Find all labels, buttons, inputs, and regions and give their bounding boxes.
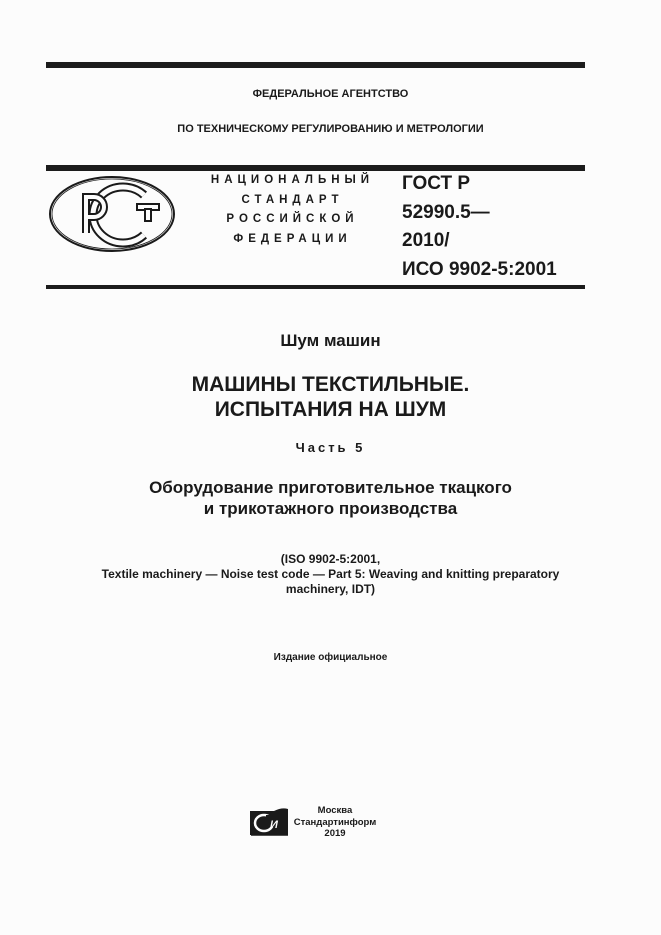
part-number: Часть 5 xyxy=(295,440,366,455)
series-title: Шум машин xyxy=(280,331,381,350)
main-title xyxy=(0,372,661,422)
national-line-4: ФЕДЕРАЦИИ xyxy=(233,232,352,245)
national-line-2: СТАНДАРТ xyxy=(241,193,344,206)
national-line-1: НАЦИОНАЛЬНЫЙ xyxy=(210,174,375,186)
publisher-info xyxy=(290,805,380,840)
designation-line-1: ГОСТ Р xyxy=(402,173,471,194)
designation-line-3: 2010/ xyxy=(402,230,450,251)
agency-line-1: ФЕДЕРАЛЬНОЕ АГЕНТСТВО xyxy=(252,88,409,100)
iso-reference xyxy=(0,552,661,597)
publisher-name: Стандартинформ xyxy=(293,816,377,828)
top-rule xyxy=(46,62,585,68)
publisher-city: Москва xyxy=(317,805,353,816)
national-line-3: РОССИЙСКОЙ xyxy=(226,213,359,225)
part-subtitle xyxy=(0,477,661,519)
designation-line-2: 52990.5— xyxy=(402,201,490,223)
edition-label: Издание официальное xyxy=(273,652,388,663)
svg-text:И: И xyxy=(270,819,278,831)
national-standard-label xyxy=(200,171,385,249)
subtitle-line-2: и трикотажного производства xyxy=(203,499,458,518)
main-title-line-1: МАШИНЫ ТЕКСТИЛЬНЫЕ. xyxy=(191,373,470,396)
standartinform-logo-icon xyxy=(248,805,290,837)
agency-line-2: ПО ТЕХНИЧЕСКОМУ РЕГУЛИРОВАНИЮ И МЕТРОЛОГИИ xyxy=(177,123,484,135)
iso-line-1: (ISO 9902-5:2001, xyxy=(280,552,381,566)
iso-line-3: machinery, IDT) xyxy=(285,582,376,596)
rst-gost-logo-icon xyxy=(48,175,176,253)
standard-designation xyxy=(402,170,557,284)
standard-rule xyxy=(46,285,585,289)
main-title-line-2: ИСПЫТАНИЯ НА ШУМ xyxy=(214,398,447,421)
iso-line-2: Textile machinery — Noise test code — Part 5: Weaving and knitting preparatory xyxy=(101,567,560,581)
publication-year: 2019 xyxy=(324,828,346,839)
designation-line-4: ИСО 9902-5:2001 xyxy=(402,258,557,280)
subtitle-line-1: Оборудование приготовительное ткацкого xyxy=(149,478,512,497)
